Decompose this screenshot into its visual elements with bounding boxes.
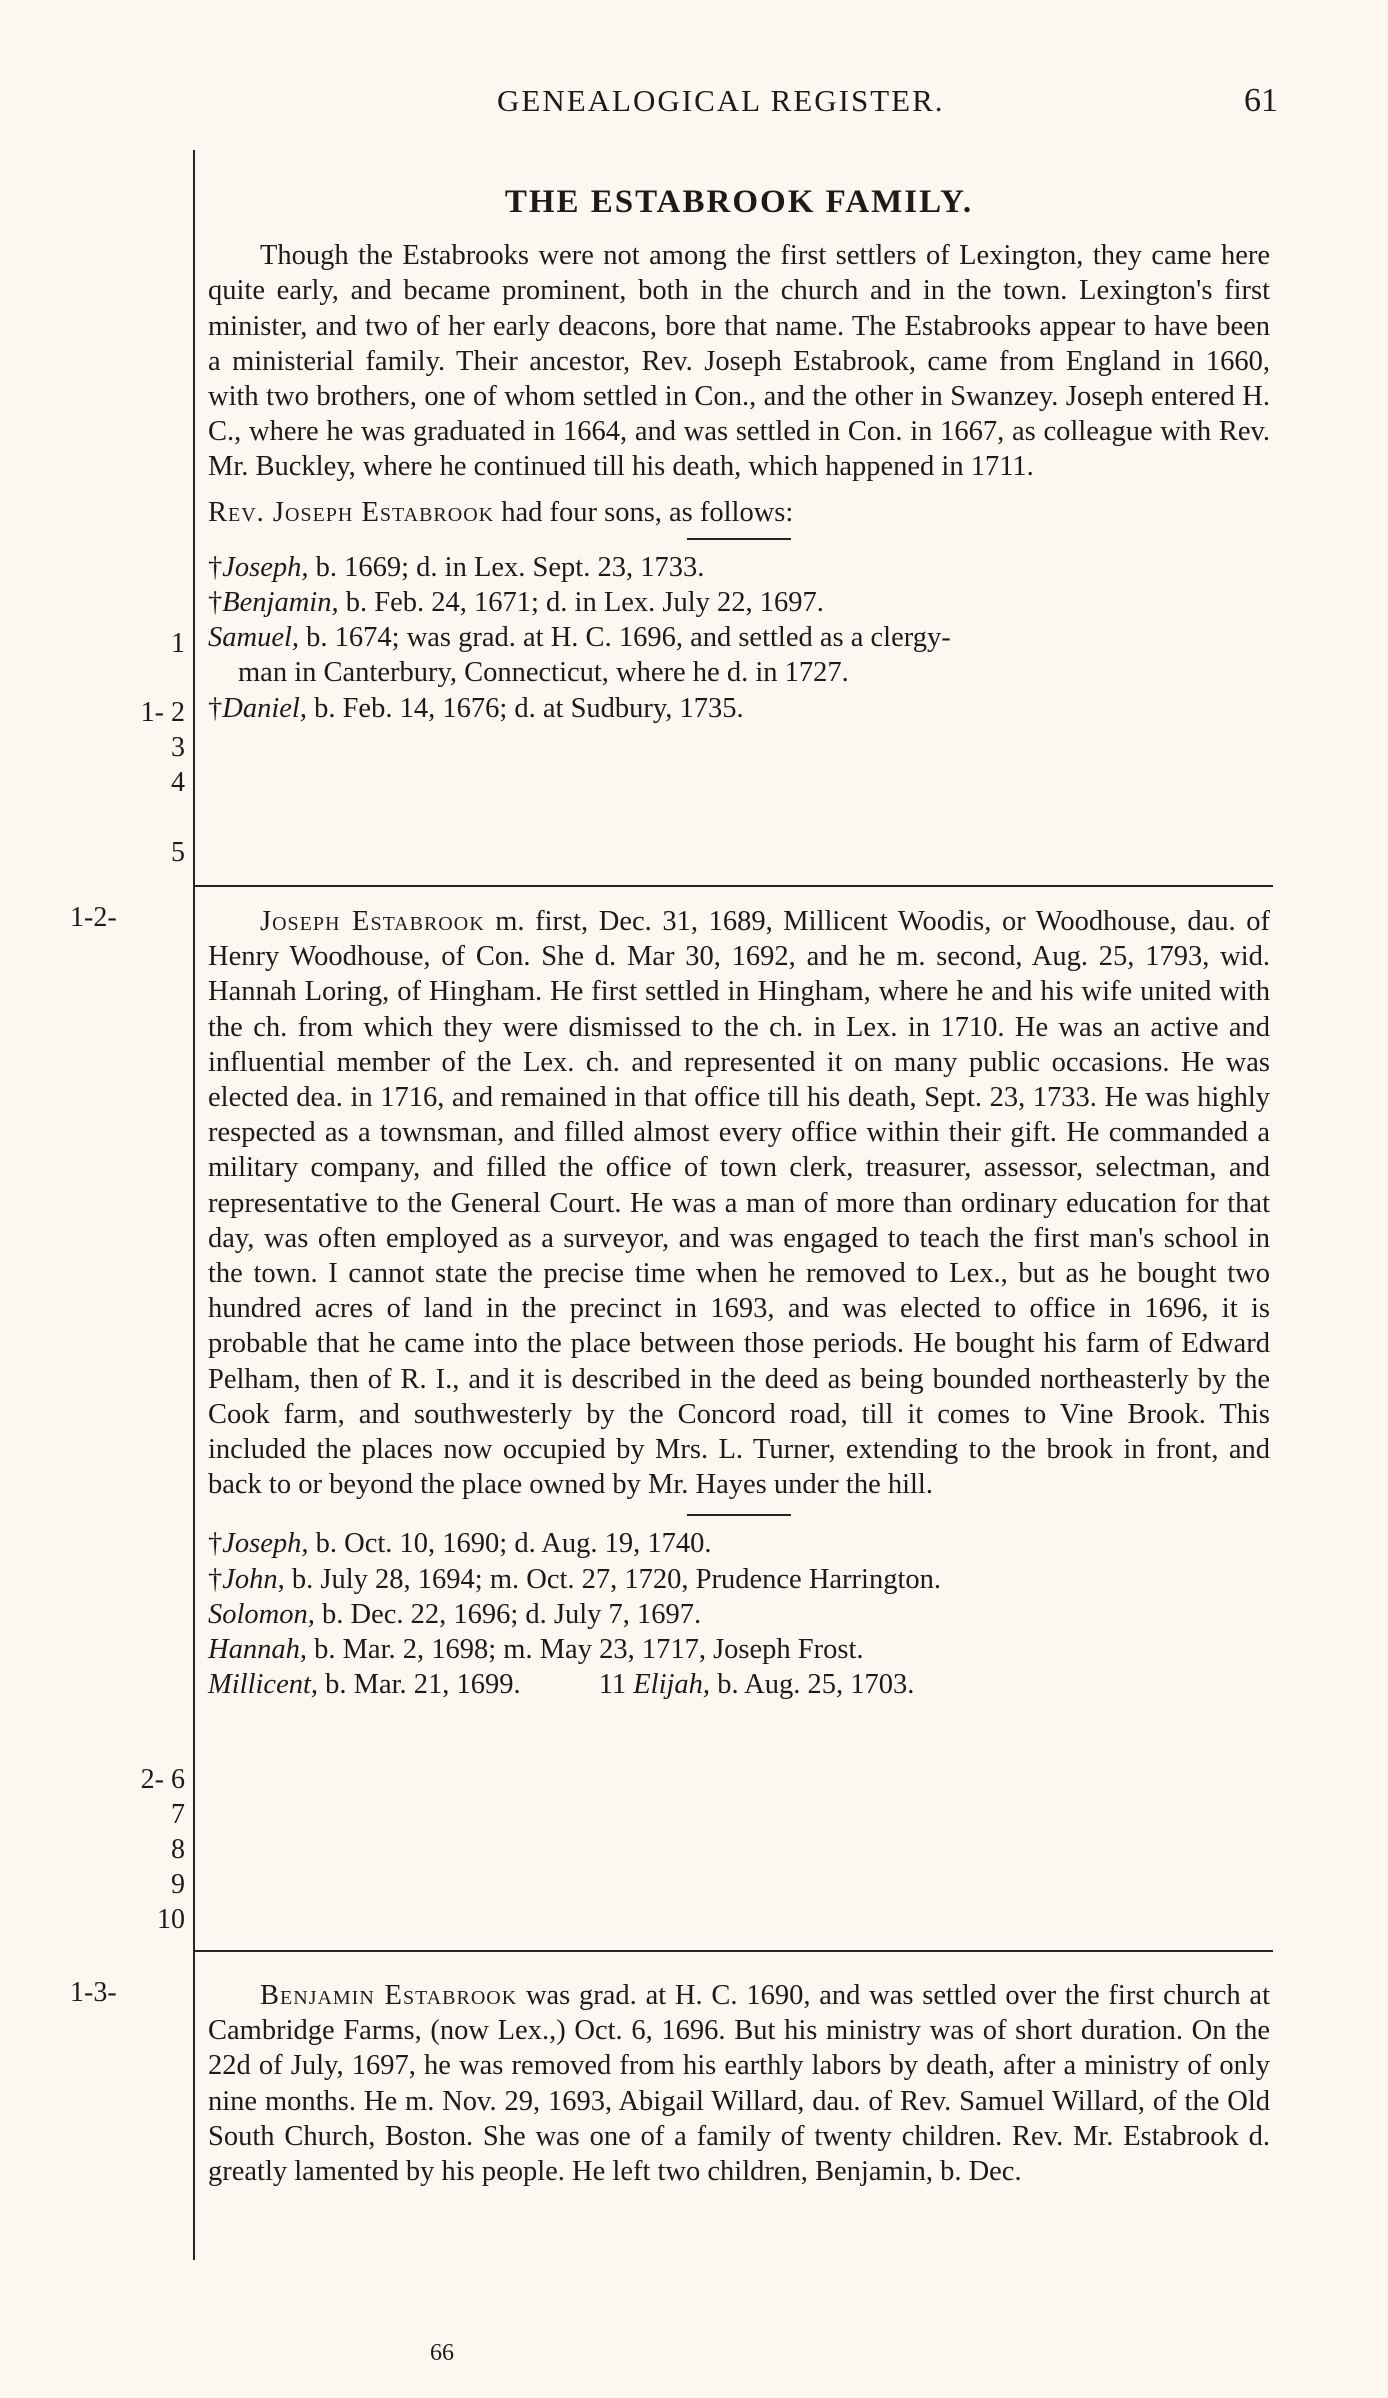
margin-num-7: 7 — [171, 1799, 185, 1830]
child-name: Elijah, — [633, 1669, 711, 1701]
child-entry — [208, 1632, 1270, 1667]
margin-num-8: 8 — [171, 1834, 185, 1865]
child-entry — [208, 1597, 1270, 1632]
child-entry — [208, 1526, 1270, 1561]
child-name: Joseph, — [222, 1528, 309, 1560]
gen2-text: m. first, Dec. 31, 1689, Millicent Woodis, or Woodhouse, dau. of Henry Woodhouse, of Con. She d. Mar 30, 1692, and he m. second, Aug. 25, 1793, wid. Hannah Loring, of Hingham. He first settled in Hingham, where he and his wife united with the ch. from which they were dismissed to the ch. in Lex. in 1710. He was an active and influential member of the Lex. ch. and represented it on many public occasions. He was elected dea. in 1716, and remained in that office till his death, Sept. 23, 1733. He was highly respected as a townsman, and filled almost every office within their gift. He commanded a military company, and filled the office of town clerk, treasurer, assessor, selectman, and representative to the General Court. He was a man of more than ordinary education for that day, was often employed as a surveyor, and was engaged to teach the first man's school in the town. I cannot state the precise time when he removed to Lex., but as he bought two hundred acres of land in the precinct in 1693, and was elected to office in 1696, it is probable that he came into the place between those periods. He bought his farm of Edward Pelham, then of R. I., and it is described in the deed as being bounded northeasterly by the Cook farm, and southwesterly by the Concord road, till it comes to Vine Brook. This included the places now occupied by Mrs. L. Turner, extending to the brook in front, and back to or beyond the place owned by Mr. Hayes under the hill. — [208, 906, 1270, 1501]
child-name: Millicent, — [208, 1669, 319, 1701]
gen1-name: Rev. Joseph Estabrook — [208, 496, 495, 528]
child-name: John, — [222, 1563, 285, 1595]
margin-num-gen3: 1-3- — [70, 1977, 117, 2008]
gen3-entry — [208, 1978, 1270, 2189]
child-entry-continued: man in Canterbury, Connecticut, where he d. in 1727. — [238, 657, 849, 689]
child-text: b. Feb. 24, 1671; d. in Lex. July 22, 1697. — [338, 587, 824, 619]
dagger-mark: † — [208, 1528, 223, 1560]
gen1-entry — [208, 495, 1270, 530]
margin-num-1: 1 — [171, 628, 185, 659]
margin-num-4: 4 — [171, 767, 185, 798]
margin-num-5: 5 — [171, 837, 185, 868]
gen3-block — [208, 1978, 1270, 2189]
margin-num-gen2: 1-2- — [70, 902, 117, 933]
child-name: Daniel, — [222, 692, 307, 724]
running-title: GENEALOGICAL REGISTER. — [497, 83, 945, 118]
gen2-block — [208, 904, 1270, 1702]
child-entry — [208, 620, 1270, 655]
gen2-name: Joseph Estabrook — [260, 906, 485, 937]
gen3-name: Benjamin Estabrook — [260, 1980, 518, 2011]
child-name: Joseph, — [222, 551, 309, 583]
child-entry — [208, 1667, 1270, 1702]
margin-rule — [193, 150, 195, 2260]
child-entry — [208, 1562, 1270, 1597]
page-number: 61 — [1244, 82, 1278, 119]
child-text: b. Feb. 14, 1676; d. at Sudbury, 1735. — [306, 692, 744, 724]
child-text: b. July 28, 1694; m. Oct. 27, 1720, Prudence Harrington. — [284, 1563, 941, 1595]
margin-num-3: 3 — [171, 732, 185, 763]
margin-num-10: 10 — [157, 1904, 185, 1935]
child-name: Solomon, — [208, 1598, 315, 1630]
gen2-entry — [208, 904, 1270, 1502]
section-title: THE ESTABROOK FAMILY. — [504, 184, 974, 220]
gen3-text: was grad. at H. C. 1690, and was settled over the first church at Cambridge Farms, (now Lex.,) Oct. 6, 1696. But his ministry was of short duration. On the 22d of July, 1697, he was removed from his earthly labors by death, after a ministry of only nine months. He m. Nov. 29, 1693, Abigail Willard, dau. of Rev. Samuel Willard, of the Old South Church, Boston. She was one of a family of twenty children. Rev. Mr. Estabrook d. greatly lamented by his people. He left two children, Benjamin, b. Dec. — [208, 1980, 1271, 2188]
child-name: Benjamin, — [222, 587, 339, 619]
child-text: b. Mar. 2, 1698; m. May 23, 1717, Joseph Frost. — [306, 1634, 864, 1666]
dagger-mark: † — [208, 692, 223, 724]
child-text: b. Mar. 21, 1699. — [318, 1669, 521, 1701]
child-text: b. 1674; was grad. at H. C. 1696, and settled as a clergy- — [299, 622, 951, 654]
child-text: b. Oct. 10, 1690; d. Aug. 19, 1740. — [308, 1528, 712, 1560]
intro-paragraph: Though the Estabrooks were not among the first settlers of Lexington, they came here quite early, and became prominent, both in the church and in the town. Lexington's first minister, and two of her early deacons, bore that name. The Estabrooks appear to have been a ministerial family. Their ancestor, Rev. Joseph Estabrook, came from England in 1660, with two brothers, one of whom settled in Con., and the other in Swanzey. Joseph entered H. C., where he was graduated in 1664, and was settled in Con. in 1667, as colleague with Rev. Mr. Buckley, where he continued till his death, which happened in 1711. — [208, 240, 1270, 483]
child-text: b. Aug. 25, 1703. — [710, 1669, 915, 1701]
child-name: Hannah, — [208, 1634, 307, 1666]
child-number: 11 — [598, 1669, 627, 1701]
dagger-mark: † — [208, 1563, 223, 1595]
divider — [687, 1514, 791, 1516]
main-text — [208, 185, 1270, 726]
gen1-text: had four sons, as follows: — [494, 496, 794, 528]
child-text: b. 1669; d. in Lex. Sept. 23, 1733. — [308, 551, 705, 583]
margin-num-1-2: 1- 2 — [140, 697, 185, 728]
child-name: Samuel, — [208, 622, 300, 654]
section-rule — [193, 885, 1273, 887]
margin-num-2-6: 2- 6 — [140, 1764, 185, 1795]
dagger-mark: † — [208, 587, 223, 619]
dagger-mark: † — [208, 551, 223, 583]
running-head — [497, 82, 1278, 120]
divider — [687, 538, 791, 540]
signature-mark: 66 — [430, 2340, 454, 2366]
margin-num-9: 9 — [171, 1869, 185, 1900]
child-entry — [208, 550, 1270, 585]
child-entry — [208, 585, 1270, 620]
child-entry — [208, 691, 1270, 726]
section-rule — [193, 1950, 1273, 1952]
child-text: b. Dec. 22, 1696; d. July 7, 1697. — [314, 1598, 702, 1630]
